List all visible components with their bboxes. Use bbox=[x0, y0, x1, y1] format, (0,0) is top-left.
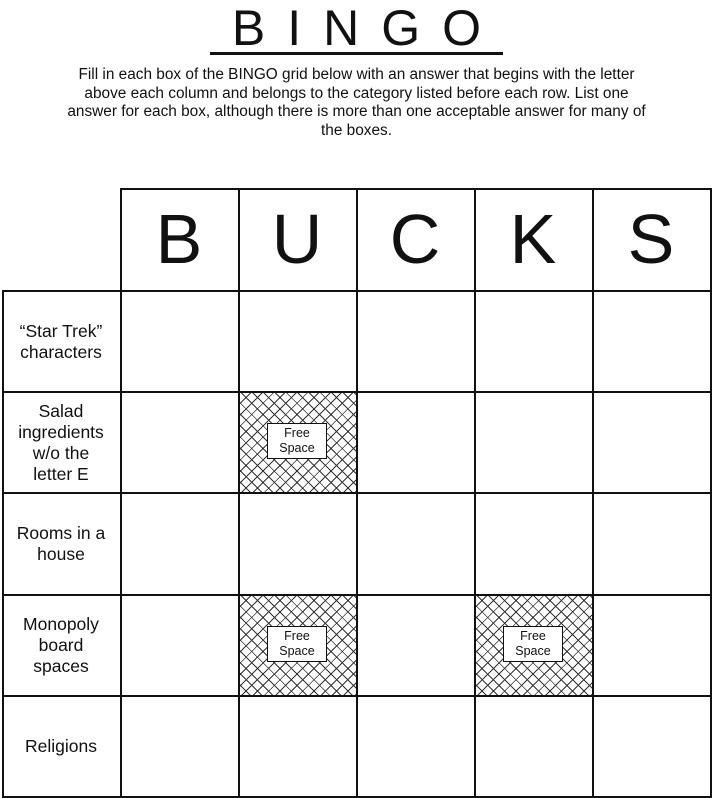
free-space-cell bbox=[238, 391, 356, 492]
answer-cell[interactable] bbox=[592, 695, 710, 796]
answer-cell[interactable] bbox=[474, 492, 592, 594]
answer-cell[interactable] bbox=[238, 290, 356, 391]
column-header-k: K bbox=[509, 200, 557, 278]
answer-cell[interactable] bbox=[120, 492, 238, 594]
answer-cell[interactable] bbox=[120, 391, 238, 492]
answer-cell[interactable] bbox=[238, 492, 356, 594]
column-header-u: U bbox=[271, 200, 323, 278]
answer-cell[interactable] bbox=[356, 695, 474, 796]
row-category-cell bbox=[3, 596, 119, 695]
free-space-label: Free Space bbox=[503, 626, 563, 662]
column-header-c: C bbox=[389, 200, 441, 278]
instructions-text: Fill in each box of the BINGO grid below with an answer that begins with the letter above each column and belongs to the category listed before each row. List one answer for each box, although there is more than one acceptable answer for many of the boxes. bbox=[67, 66, 646, 139]
row-category-cell bbox=[3, 494, 119, 594]
answer-cell[interactable] bbox=[474, 290, 592, 391]
row-category-label: Monopoly board spaces bbox=[23, 614, 99, 676]
title-container bbox=[0, 0, 713, 56]
answer-cell[interactable] bbox=[592, 594, 710, 695]
row-category-label: Rooms in a house bbox=[16, 523, 106, 564]
answer-cell[interactable] bbox=[120, 290, 238, 391]
answer-cell[interactable] bbox=[238, 695, 356, 796]
answer-cell[interactable] bbox=[474, 695, 592, 796]
answer-cell[interactable] bbox=[356, 391, 474, 492]
free-space-label: Free Space bbox=[267, 423, 327, 459]
answer-cell[interactable] bbox=[120, 695, 238, 796]
row-category-label: Religions bbox=[25, 736, 97, 756]
row-category-cell bbox=[3, 292, 119, 391]
row-category-cell bbox=[3, 393, 119, 492]
row-category-cell bbox=[3, 697, 119, 796]
answer-cell[interactable] bbox=[592, 391, 710, 492]
row-category-label: “Star Trek” characters bbox=[19, 320, 103, 362]
free-space-cell bbox=[474, 594, 592, 695]
row-category-label: Salad ingredients w/o the letter E bbox=[18, 400, 104, 484]
column-header-b: B bbox=[155, 200, 203, 278]
column-header-s: S bbox=[627, 200, 675, 278]
answer-cell[interactable] bbox=[356, 290, 474, 391]
answer-cell[interactable] bbox=[592, 492, 710, 594]
answer-cell[interactable] bbox=[474, 391, 592, 492]
free-space-cell bbox=[238, 594, 356, 695]
answer-cell[interactable] bbox=[120, 594, 238, 695]
page-title: BINGO bbox=[210, 4, 503, 55]
answer-cell[interactable] bbox=[356, 492, 474, 594]
answer-cell[interactable] bbox=[356, 594, 474, 695]
answer-cell[interactable] bbox=[592, 290, 710, 391]
free-space-label: Free Space bbox=[267, 626, 327, 662]
